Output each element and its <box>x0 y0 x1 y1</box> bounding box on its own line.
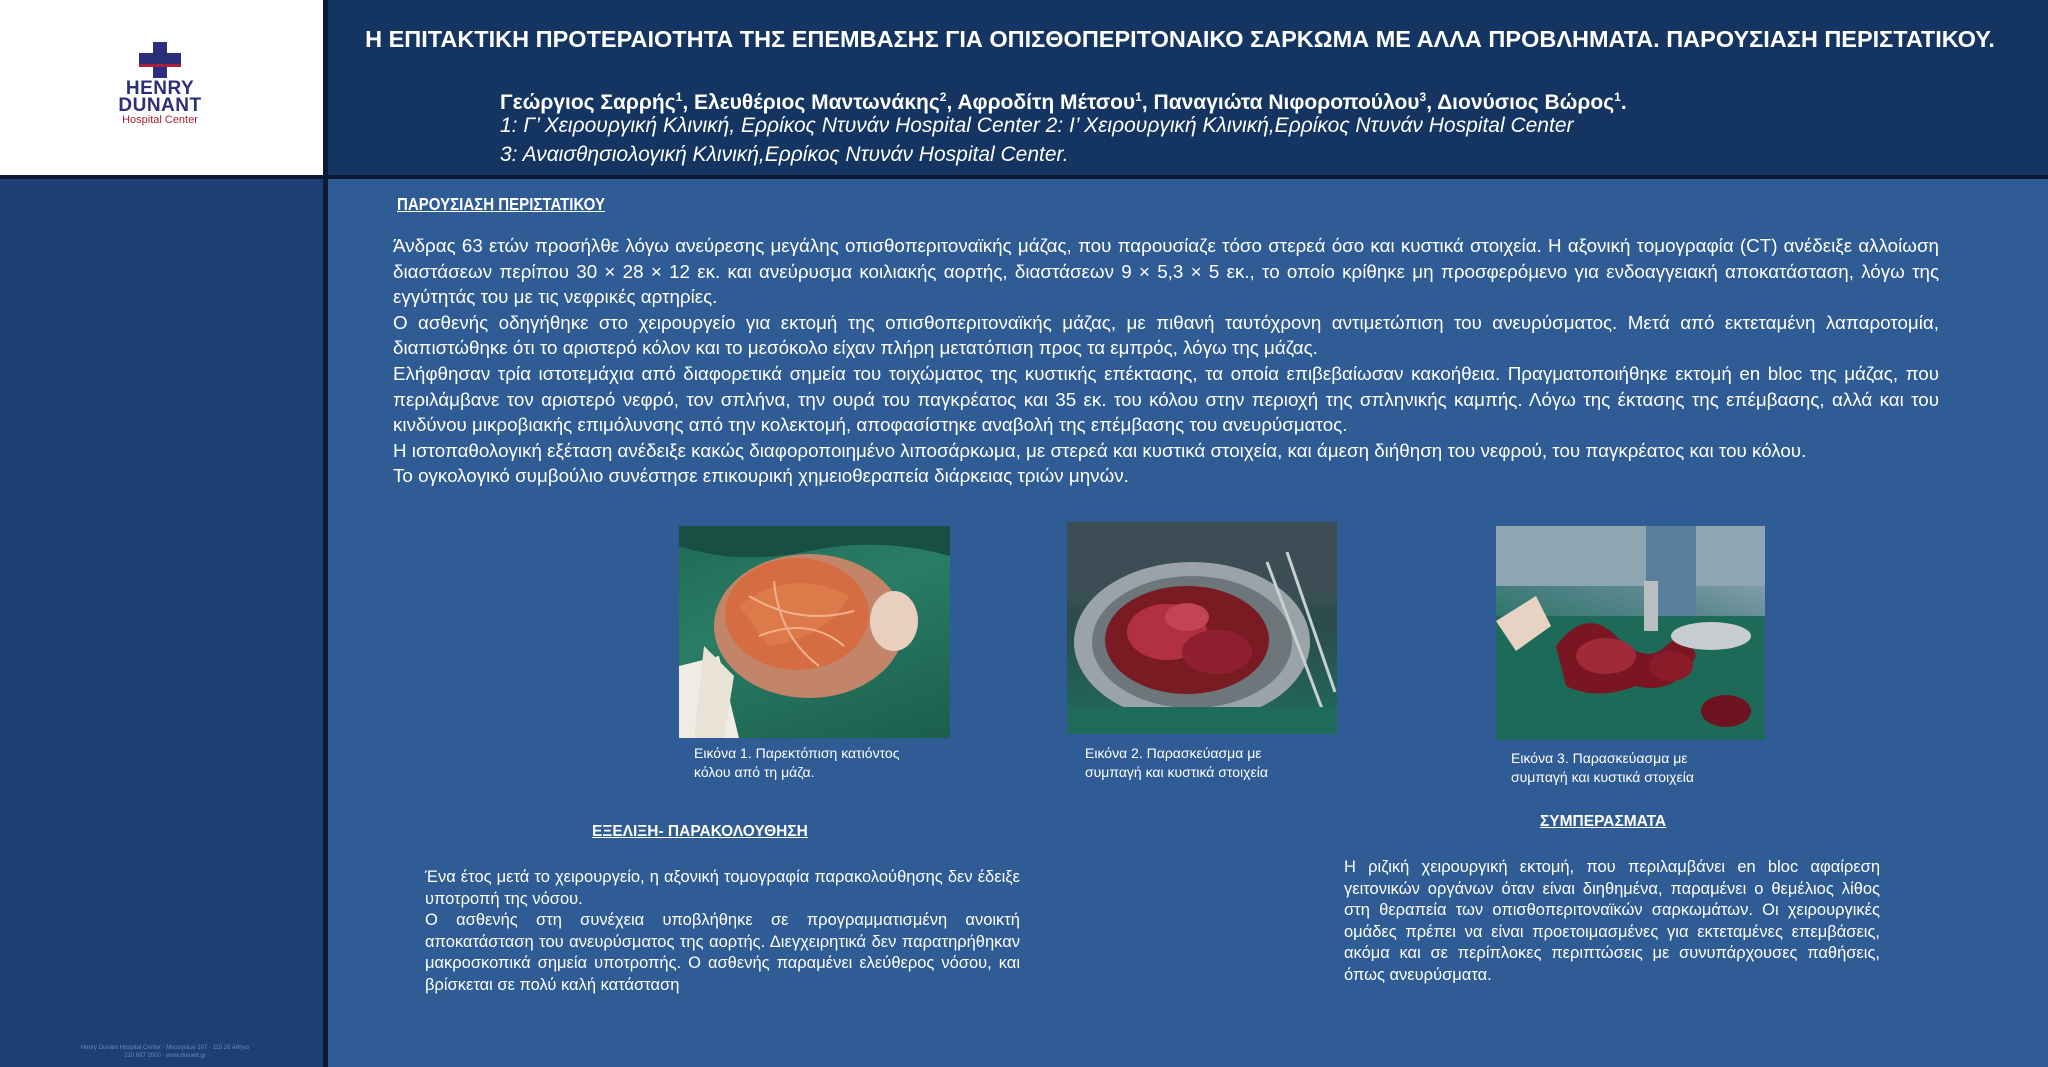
affiliations-line-1: 1: Γ’ Χειρουργική Κλινική, Ερρίκος Ντυνάν Hospital Center 2: Ι’ Χειρουργική Κλινική,Ερρίκος Ντυνάν Hospital Center <box>500 114 1574 137</box>
author-separator: , <box>946 91 958 114</box>
footer-line-2: 210 697 2000 · www.dunant.gr <box>124 1053 206 1059</box>
author-name: Διονύσιος Βώρος <box>1437 91 1615 114</box>
author-name: Γεώργιος Σαρρής <box>500 91 676 114</box>
case-presentation-heading: ΠΑΡΟΥΣΙΑΣΗ ΠΕΡΙΣΤΑΤΙΚΟΥ <box>397 194 605 214</box>
author-affiliation-number: 1 <box>675 90 683 104</box>
author-separator: , <box>1141 91 1154 114</box>
vertical-divider <box>323 0 328 1067</box>
figure-1-caption <box>694 744 899 782</box>
affiliations-line-2: 3: Αναισθησιολογική Κλινική,Ερρίκος Ντυνάν Hospital Center. <box>500 143 1069 166</box>
caption-line: Εικόνα 3. Παρασκεύασμα με <box>1511 750 1688 766</box>
case-paragraph: Το ογκολογικό συμβούλιο συνέστησε επικουρική χημειοθεραπεία διάρκειας τριών μηνών. <box>393 465 1129 487</box>
author-name: Παναγιώτα Νιφοροπούλου <box>1153 91 1420 114</box>
follow-up-text <box>425 867 1020 996</box>
figure-2-caption <box>1085 744 1268 782</box>
author-separator: , <box>1426 91 1438 114</box>
author-affiliation-number: 3 <box>1419 90 1427 104</box>
case-presentation-text <box>393 233 1939 489</box>
surgery-photo-1 <box>679 526 950 738</box>
case-paragraph: Άνδρας 63 ετών προσήλθε λόγω ανεύρεσης μεγάλης οπισθοπεριτοναϊκής μάζας, που παρουσίαζε τόσο στερεά όσο και κυστικά στοιχεία. Η αξονική τομογραφία (CT) ανέδειξε αλλοίωση διαστάσεων περίπου 30 × 28 × 12 εκ. και ανεύρυσμα κοιλιακής αορτής, διαστάσεων 9 × 5,3 × 5 εκ., το οποίο κρίθηκε μη προσφερόμενο για ενδοαγγειακή αποκατάσταση, λόγω της εγγύτητάς του με τις νεφρικές αρτηρίες. <box>393 235 1939 308</box>
conclusions-text: Η ριζική χειρουργική εκτομή, που περιλαμβάνει en bloc αφαίρεση γειτονικών οργάνων όταν είναι διηθημένα, παραμένει ο θεμέλιος λίθος στη θεραπεία των οπισθοπεριτοναϊκών σαρκωμάτων. Οι χειρουργικές ομάδες πρέπει να είναι προετοιμασμένες για εκτεταμένες επεμβάσεις, ακόμα και σε περίπλοκες περιπτώσεις με συνυπάρχουσες παθήσεις, όπως ανευρύσματα. <box>1344 858 1880 984</box>
case-paragraph: Ο ασθενής οδηγήθηκε στο χειρουργείο για εκτομή της οπισθοπεριτοναϊκής μάζας, με πιθανή ταυτόχρονη αντιμετώπιση του ανευρύσματος. Μετά από εκτεταμένη λαπαροτομία, διαπιστώθηκε ότι το αριστερό κόλον και το μεσόκολο είχαν πλήρη μετατόπιση προς τα εμπρός, λόγω της μάζας. <box>393 311 1939 359</box>
author-affiliation-number: 1 <box>1135 90 1142 104</box>
author-name: Ελευθέριος Μαντωνάκης <box>694 91 940 114</box>
logo-text-dunant: DUNANT <box>118 95 202 116</box>
surgery-photo-3 <box>1496 526 1765 740</box>
footer-address <box>80 1044 250 1060</box>
horizontal-divider <box>0 175 2048 179</box>
author-separator: . <box>1620 91 1627 114</box>
medical-cross-icon <box>137 40 183 80</box>
surgical-field-illustration-1 <box>679 526 950 738</box>
case-paragraph: Η ιστοπαθολογική εξέταση ανέδειξε κακώς διαφοροποιημένο λιποσάρκωμα, με στερεά και κυστικά στοιχεία, και άμεση διήθηση του νεφρού, του παγκρέατος και του κόλου. <box>393 439 1807 461</box>
specimen-table-illustration <box>1496 526 1765 740</box>
poster-title: Η ΕΠΙΤΑΚΤΙΚΗ ΠΡΟΤΕΡΑΙΟΤΗΤΑ ΤΗΣ ΕΠΕΜΒΑΣΗΣ ΓΙΑ ΟΠΙΣΘΟΠΕΡΙΤΟΝΑΙΚΟ ΣΑΡΚΩΜΑ ΜΕ ΑΛΛΑ ΠΡΟΒΛΗΜΑΤΑ. ΠΑΡΟΥΣΙΑΣΗ ΠΕΡΙΣΤΑΤΙΚΟΥ. <box>365 26 1995 52</box>
conclusions-heading: ΣΥΜΠΕΡΑΣΜΑΤΑ <box>1540 813 1667 830</box>
caption-line: κόλου από τη μάζα. <box>694 764 815 780</box>
author-list <box>500 84 1627 116</box>
follow-up-paragraph: Ένα έτος μετά το χειρουργείο, η αξονική τομογραφία παρακολούθησης δεν έδειξε υποτροπή της νόσου. <box>425 868 1020 908</box>
author-separator: , <box>682 91 695 114</box>
specimen-bowl-illustration <box>1067 522 1337 734</box>
logo-text-henry: HENRY <box>125 78 195 99</box>
caption-line: Εικόνα 1. Παρεκτόπιση κατιόντος <box>694 745 900 761</box>
henry-dunant-logo <box>100 40 220 140</box>
caption-line: συμπαγή και κυστικά στοιχεία <box>1511 769 1694 785</box>
surgery-photo-2 <box>1067 522 1337 734</box>
author-affiliation-number: 2 <box>939 90 947 104</box>
author-name: Αφροδίτη Μέτσου <box>957 91 1136 114</box>
logo-panel <box>0 0 323 175</box>
follow-up-heading: ΕΞΕΛΙΞΗ- ΠΑΡΑΚΟΛΟΥΘΗΣΗ <box>592 823 808 840</box>
caption-line: συμπαγή και κυστικά στοιχεία <box>1085 764 1268 780</box>
footer-line-1: Henry Dunant Hospital Center · Μεσογείων 107 · 115 26 Αθήνα <box>80 1045 250 1051</box>
caption-line: Εικόνα 2. Παρασκεύασμα με <box>1085 745 1262 761</box>
figure-3-caption <box>1511 749 1694 787</box>
logo-text-hospital-center: Hospital Center <box>122 114 198 126</box>
follow-up-paragraph: Ο ασθενής στη συνέχεια υποβλήθηκε σε προγραμματισμένη ανοικτή αποκατάσταση του ανευρύσματος της αορτής. Διεγχειρητικά δεν παρατηρήθηκαν μακροσκοπικά σημεία υποτροπής. Ο ασθενής παραμένει ελεύθερος νόσου, και βρίσκεται σε πολύ καλή κατάσταση <box>425 911 1020 994</box>
author-affiliation-number: 1 <box>1614 90 1621 104</box>
case-paragraph: Ελήφθησαν τρία ιστοτεμάχια από διαφορετικά σημεία του τοιχώματος της κυστικής επέκτασης, τα οποία επιβεβαίωσαν κακοήθεια. Πραγματοποιήθηκε εκτομή en bloc της μάζας, που περιλάμβανε τον αριστερό νεφρό, τον σπλήνα, την ουρά του παγκρέατος και 35 εκ. του κόλου στην περιοχή της σπληνικής καμπής. Λόγω της έκτασης της επέμβασης, αλλά και του κινδύνου μικροβιακής επιμόλυνσης από την κολεκτομή, αποφασίστηκε αναβολή της επέμβασης του ανευρύσματος. <box>393 362 1939 436</box>
